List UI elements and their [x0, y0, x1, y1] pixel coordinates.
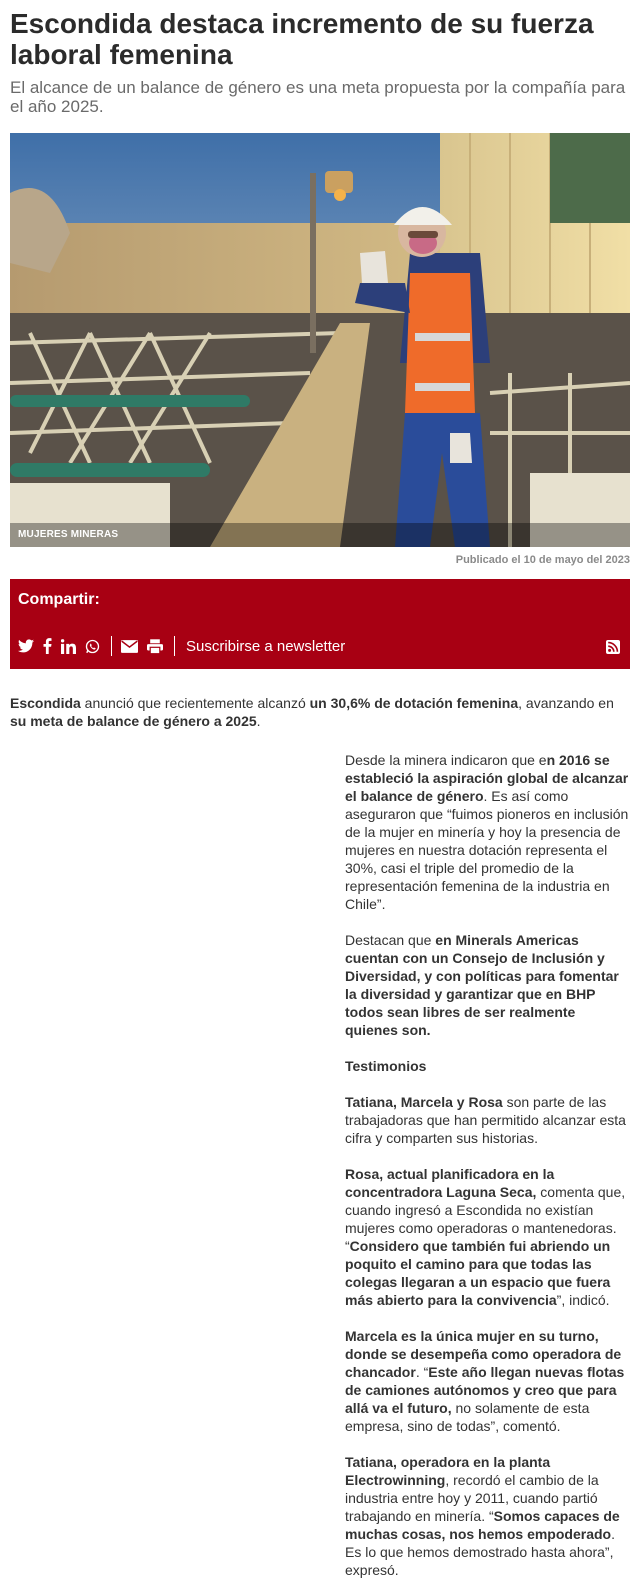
paragraph-tatiana: Tatiana, operadora en la planta Electrowinning, recordó el cambio de la industria entre hoy y 2011, cuando partió trabajando en minería. “Somos capaces de muchas cosas, nos hemos empoderado. Es lo que hemos demostrado hasta ahora”, expresó.	[345, 1454, 620, 1578]
paragraph-marcela: Marcela es la única mujer en su turno, donde se desempeña como operadora de chancador. “Este año llegan nuevas flotas de camiones autónomos y creo que para allá va el futuro, no solamente de esta empresa, sino de todas”, comentó.	[345, 1328, 625, 1434]
linkedin-icon[interactable]	[61, 637, 76, 655]
share-bar	[10, 579, 630, 669]
paragraph-2016-aspiration: Desde la minera indicaron que en 2016 se estableció la aspiración global de alcanzar el balance de género. Es así como aseguraron que “fuimos pioneros en inclusión de la mujer en minería y hoy la presencia de mujeres en nuestra dotación representa el 30%, casi el triple del promedio de la representación femenina de la industria en Chile”.	[345, 752, 629, 912]
share-separator	[174, 636, 175, 656]
paragraph-inclusion-council: Destacan que en Minerals Americas cuentan con un Consejo de Inclusión y Diversidad, y con políticas para fomentar la diversidad y garantizar que en BHP todos sean libres de ser realmente quienes son.	[345, 932, 619, 1038]
share-separator	[111, 636, 112, 656]
share-actions	[18, 636, 345, 656]
mining-worker-photo	[10, 133, 630, 547]
email-icon[interactable]	[121, 637, 138, 655]
article-title: Escondida destaca incremento de su fuerza laboral femenina	[10, 8, 594, 70]
whatsapp-icon[interactable]	[85, 637, 100, 655]
article-intro: Escondida anunció que recientemente alcanzó un 30,6% de dotación femenina, avanzando en su meta de balance de género a 2025.	[10, 695, 614, 729]
twitter-icon[interactable]	[18, 637, 34, 655]
newsletter-link[interactable]: Suscribirse a newsletter	[186, 637, 346, 655]
image-caption: MUJERES MINERAS	[10, 523, 630, 547]
print-icon[interactable]	[147, 637, 163, 655]
paragraph-rosa: Rosa, actual planificadora en la concentradora Laguna Seca, comenta que, cuando ingresó a Escondida no existían mujeres como operadoras o mantenedoras. “Considero que también fui abriendo un poquito el camino para que todas las colegas llegaran a un espacio que fuera más abierto para la convivencia”, indicó.	[345, 1166, 626, 1308]
publish-date: Publicado el 10 de mayo del 2023	[455, 554, 630, 566]
section-heading-testimonios: Testimonios	[345, 1058, 427, 1074]
article-body	[345, 751, 630, 1594]
facebook-icon[interactable]	[43, 637, 52, 655]
article-subtitle: El alcance de un balance de género es una meta propuesta por la compañía para el año 2025.	[10, 78, 626, 116]
hero-image	[10, 133, 630, 547]
paragraph-testimonies-intro: Tatiana, Marcela y Rosa son parte de las trabajadoras que han permitido alcanzar esta cifra y comparten sus historias.	[345, 1094, 626, 1146]
rss-icon[interactable]	[606, 640, 620, 654]
share-title: Compartir:	[18, 591, 100, 608]
